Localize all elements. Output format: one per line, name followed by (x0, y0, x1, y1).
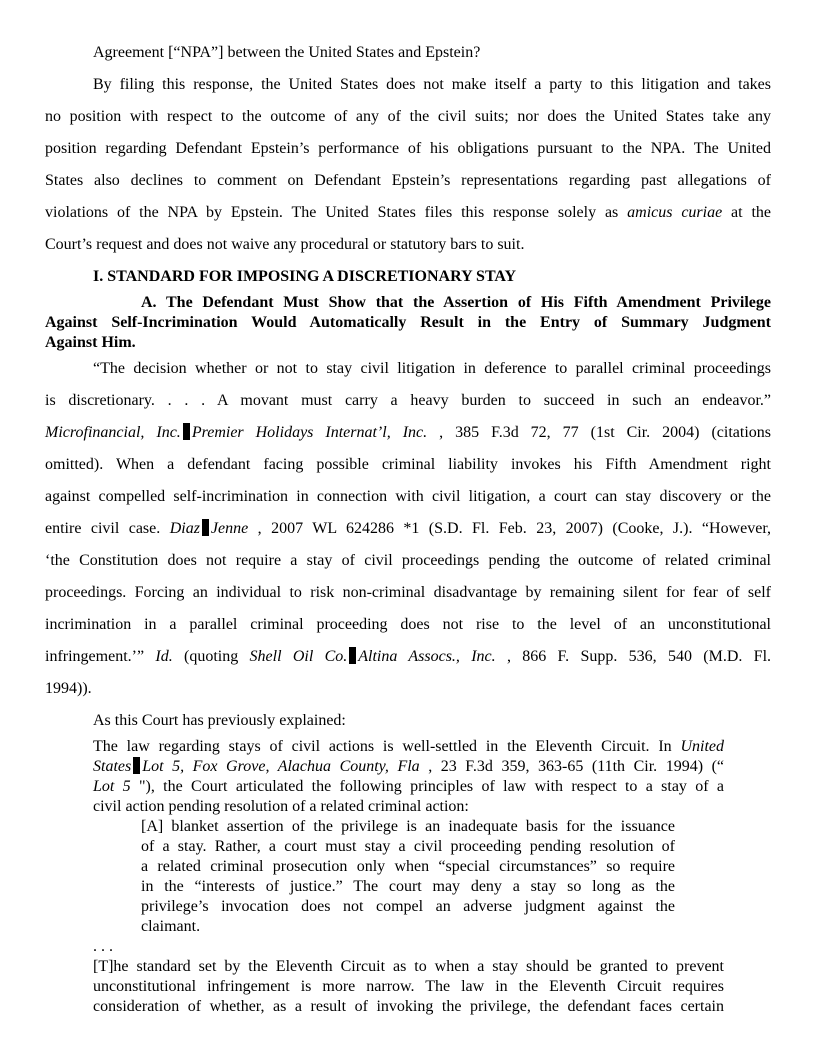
subsection-heading-line: Against Self-Incrimination Would Automatically Result in the Entry of Summary Judgment (45, 314, 771, 331)
nested-quote-line: in the “interests of justice.” The court may deny a stay so long as the (141, 878, 675, 895)
paragraph-line (45, 423, 771, 443)
nested-quote-line: [A] blanket assertion of the privilege is an inadequate basis for the issuance (141, 818, 675, 835)
text-run: The law regarding stays of civil actions is well-settled in the Eleventh Circuit. In (93, 738, 681, 755)
subsection-heading-line: Against Him. (45, 334, 136, 351)
case-name: States (93, 758, 132, 775)
nested-quote-line: of a stay. Rather, a court must stay a civil proceeding pending resolution of (141, 838, 675, 855)
section-heading: I. STANDARD FOR IMPOSING A DISCRETIONARY STAY (93, 268, 517, 285)
paragraph-line: “The decision whether or not to stay civil litigation in deference to parallel criminal proceedings (93, 360, 771, 377)
case-name: Shell Oil Co. (249, 648, 348, 665)
text-run: (quoting (172, 648, 250, 665)
text-run: , 2007 WL 624286 *1 (S.D. Fl. Feb. 23, 2007) (Cooke, J.). “However, (248, 520, 772, 537)
text-run: , 23 F.3d 359, 363-65 (11th Cir. 1994) (“ (419, 758, 724, 775)
nested-quote-line: privilege’s invocation does not compel an adverse judgment against the (141, 898, 675, 915)
case-name: Diaz (169, 520, 200, 537)
text-run: at the (722, 204, 772, 221)
case-name: Jenne (210, 520, 249, 537)
text-run: entire civil case. (45, 520, 170, 537)
block-quote-line (93, 777, 724, 797)
paragraph-line: States also declines to comment on Defendant Epstein’s representations regarding past allegations of (45, 172, 771, 189)
paragraph-line (45, 203, 771, 223)
redaction-mark (133, 757, 140, 774)
block-quote-line (93, 757, 724, 777)
paragraph-line (45, 519, 771, 539)
paragraph-line: against compelled self-incrimination in connection with civil litigation, a court can stay discovery or the (45, 488, 771, 505)
paragraph-line: position regarding Defendant Epstein’s performance of his obligations pursuant to the NPA. The United (45, 140, 771, 157)
paragraph-line: omitted). When a defendant facing possible criminal liability invokes his Fifth Amendment right (45, 456, 771, 473)
text-run: "), the Court articulated the following principles of law with respect to a stay of a (130, 778, 725, 795)
paragraph-line: 1994)). (45, 680, 92, 697)
paragraph-line (45, 647, 771, 667)
italic-term: amicus curiae (627, 204, 723, 221)
redaction-mark (202, 519, 209, 536)
paragraph-line: ‘the Constitution does not require a stay of civil proceedings pending the outcome of related criminal (45, 552, 771, 569)
paragraph-line: By filing this response, the United States does not make itself a party to this litigation and takes (93, 76, 771, 93)
case-name: Premier Holidays Internat’l, Inc. (191, 424, 428, 441)
subsection-heading-line: A. The Defendant Must Show that the Assertion of His Fifth Amendment Privilege (141, 294, 771, 311)
paragraph-line: As this Court has previously explained: (93, 712, 346, 729)
nested-quote-line: a related criminal prosecution only when “special circumstances” so require (141, 858, 675, 875)
paragraph-line: Court’s request and does not waive any procedural or statutory bars to suit. (45, 236, 525, 253)
text-run: , 385 F.3d 72, 77 (1st Cir. 2004) (citations (427, 424, 772, 441)
block-quote-line: [T]he standard set by the Eleventh Circuit as to when a stay should be granted to prevent (93, 958, 724, 975)
block-quote-line: unconstitutional infringement is more narrow. The law in the Eleventh Circuit requires (93, 978, 724, 995)
case-name: United (680, 738, 724, 755)
redaction-mark (349, 647, 356, 664)
text-run: violations of the NPA by Epstein. The United States files this response solely as (45, 204, 628, 221)
paragraph-line: incrimination in a parallel criminal proceeding does not rise to the level of an unconstitutional (45, 616, 771, 633)
paragraph-line: proceedings. Forcing an individual to risk non-criminal disadvantage by remaining silent for fear of self (45, 584, 771, 601)
ellipsis: . . . (93, 938, 113, 955)
block-quote-line (93, 737, 724, 757)
redaction-mark (183, 423, 190, 440)
paragraph-line: Agreement [“NPA”] between the United States and Epstein? (93, 44, 481, 61)
case-name: Microfinancial, Inc. (45, 424, 181, 441)
nested-quote-line: claimant. (141, 918, 201, 935)
text-run: , 866 F. Supp. 536, 540 (M.D. Fl. (495, 648, 772, 665)
paragraph-line: is discretionary. . . . A movant must carry a heavy burden to succeed in such an endeavor.” (45, 392, 771, 409)
text-run: infringement.’” (45, 648, 156, 665)
block-quote-line: civil action pending resolution of a related criminal action: (93, 798, 469, 815)
case-name: Lot 5, Fox Grove, Alachua County, Fla (142, 758, 420, 775)
case-name: Altina Assocs., Inc. (358, 648, 496, 665)
citation-signal: Id. (155, 648, 173, 665)
paragraph-line: no position with respect to the outcome of any of the civil suits; nor does the United States take any (45, 108, 771, 125)
block-quote-line: consideration of whether, as a result of invoking the privilege, the defendant faces certain (93, 998, 724, 1015)
case-name: Lot 5 (93, 778, 131, 795)
